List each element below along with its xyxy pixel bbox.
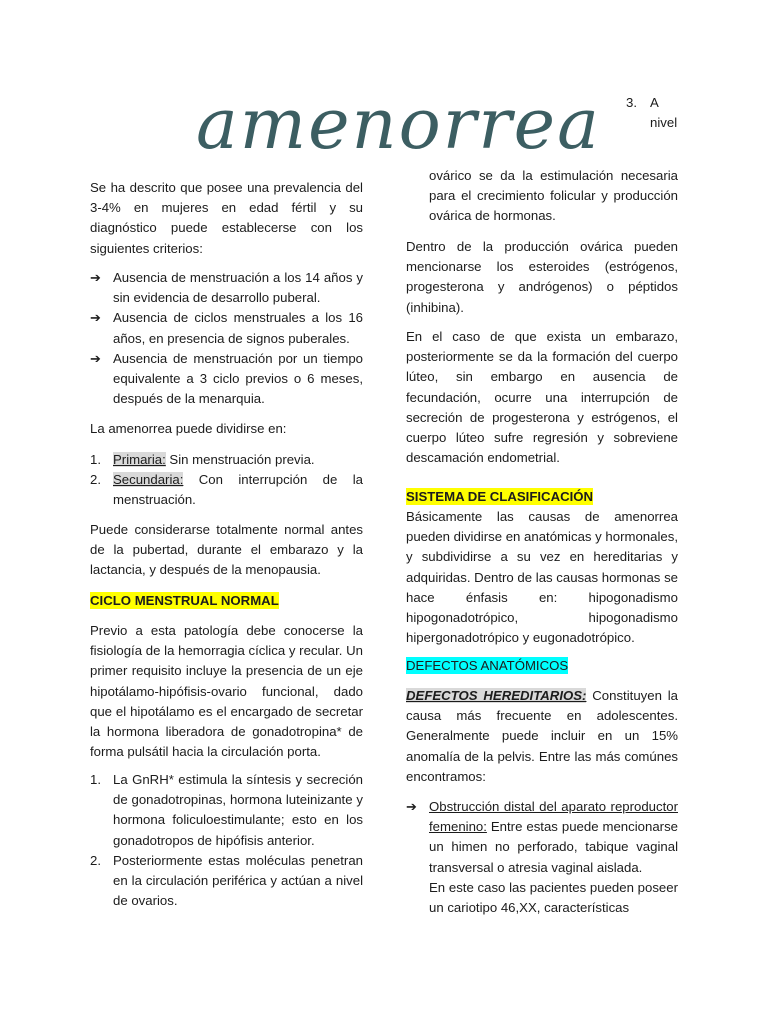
type-text: Sin menstruación previa.	[165, 452, 315, 467]
sistema-paragraph: Básicamente las causas de amenorrea pueden dividirse en anatómicas y hormonales, y subdividirse a su vez en hereditarias y adquiridas. Dentro de las causas hormonas se hace énfasis en: hipogonadismo hipogonadotrópico, hipogonadismo hipergonadotrópico y eugonadotrópico.	[406, 509, 678, 646]
criteria-item	[90, 349, 363, 410]
intro-paragraph: Se ha descrito que posee una prevalencia del 3-4% en mujeres en edad fértil y su diagnóstico puede establecerse con los siguientes criterios:	[90, 180, 363, 256]
step-item	[90, 851, 363, 912]
arrow-bullet-icon: ➔	[90, 310, 102, 326]
anomaly-text: Entre estas puede mencionarse un himen no perforado, tabique vaginal transversal o atresia vaginal aislada.	[429, 819, 678, 875]
title-text: amenorrea	[196, 86, 601, 165]
top-note-number: 3.	[626, 95, 637, 110]
anomaly-term: Obstrucción distal del aparato reproductor femenino:	[429, 799, 678, 835]
type-item	[90, 450, 363, 470]
arrow-bullet-icon: ➔	[406, 799, 418, 814]
step-text: La GnRH* estimula la síntesis y secreción de gonadotropinas, hormona luteinizante y hormona foliculoestimulante; esto en los gonadotropos de hipófisis anterior.	[113, 772, 363, 848]
sistema-heading-wrap	[406, 487, 593, 507]
criteria-text: Ausencia de menstruación por un tiempo equivalente a 3 ciclo previos o 6 meses, después de la menarquia.	[113, 350, 363, 407]
hereditarios-term: DEFECTOS HEREDITARIOS:	[406, 688, 587, 703]
anomalies-list	[406, 797, 678, 918]
arrow-bullet-icon: ➔	[90, 350, 102, 366]
continuation-paragraph: ovárico se da la estimulación necesaria para el crecimiento folicular y producción ovárica de hormonas.	[429, 168, 678, 224]
criteria-item	[90, 308, 363, 348]
criteria-item	[90, 268, 363, 308]
criteria-list	[90, 268, 363, 409]
types-list	[90, 450, 363, 511]
type-number: 1.	[90, 452, 101, 467]
step-item	[90, 770, 363, 851]
anomaly-more: En este caso las pacientes pueden poseer un cariotipo 46,XX, características	[429, 879, 678, 916]
criteria-text: Ausencia de ciclos menstruales a los 16 años, en presencia de signos puberales.	[113, 310, 363, 346]
ciclo-heading: CICLO MENSTRUAL NORMAL	[90, 593, 279, 608]
hereditarios-text: Constituyen la causa más frecuente en adolescentes. Generalmente puede incluir en un 15% anomalía de la pelvis. Entre las más comúnes encontramos:	[406, 688, 678, 784]
type-term: Secundaria:	[113, 472, 184, 488]
sistema-heading: SISTEMA DE CLASIFICACIÓN	[406, 489, 594, 504]
title-artwork	[190, 86, 622, 168]
type-item	[90, 470, 363, 510]
criteria-text: Ausencia de menstruación a los 14 años y sin evidencia de desarrollo puberal.	[113, 270, 363, 306]
step-number: 1.	[90, 772, 101, 787]
pregnancy-paragraph: En el caso de que exista un embarazo, posteriormente se da la formación del cuerpo lúteo, sin embargo en ausencia de fecundación, ocurre una interrupción de secreción de progesterona y estrógenos, el cuerpo lúteo sufre regresión y sobreviene descamación endometrial.	[406, 329, 678, 466]
step-number: 2.	[90, 852, 101, 868]
ciclo-heading-wrap	[90, 591, 279, 611]
anomaly-item	[406, 797, 678, 918]
type-term: Primaria:	[113, 452, 166, 467]
divide-intro: La amenorrea puede dividirse en:	[90, 421, 287, 436]
step-text: Posteriormente estas moléculas penetran en la circulación periférica y actúan a nivel de ovarios.	[113, 852, 363, 909]
defectos-heading: DEFECTOS ANATÓMICOS	[406, 658, 569, 673]
top-note-word2: nivel	[650, 115, 678, 130]
steps-list	[90, 770, 363, 911]
hereditarios-paragraph	[406, 686, 678, 787]
type-text: Con interrupción de la menstruación.	[113, 472, 363, 508]
normal-paragraph: Puede considerarse totalmente normal antes de la pubertad, durante el embarazo y la lactancia, y después de la menopausia.	[90, 522, 363, 578]
production-paragraph: Dentro de la producción ovárica pueden mencionarse los esteroides (estrógenos, progesterona y andrógenos) o péptidos (inhibina).	[406, 239, 678, 315]
arrow-bullet-icon: ➔	[90, 270, 102, 285]
defectos-heading-wrap	[406, 656, 568, 676]
ciclo-paragraph: Previo a esta patología debe conocerse la fisiología de la hemorragia cíclica y recular. Un primer requisito incluye la presencia de un eje hipotálamo-hipófisis-ovario funcional, dado que el hipotálamo es el encargado de secretar la hormona liberadora de gonadotropina* de forma pulsátil hacia la circulación porta.	[90, 623, 363, 760]
type-number: 2.	[90, 472, 101, 488]
top-note-word1: A	[650, 95, 659, 110]
